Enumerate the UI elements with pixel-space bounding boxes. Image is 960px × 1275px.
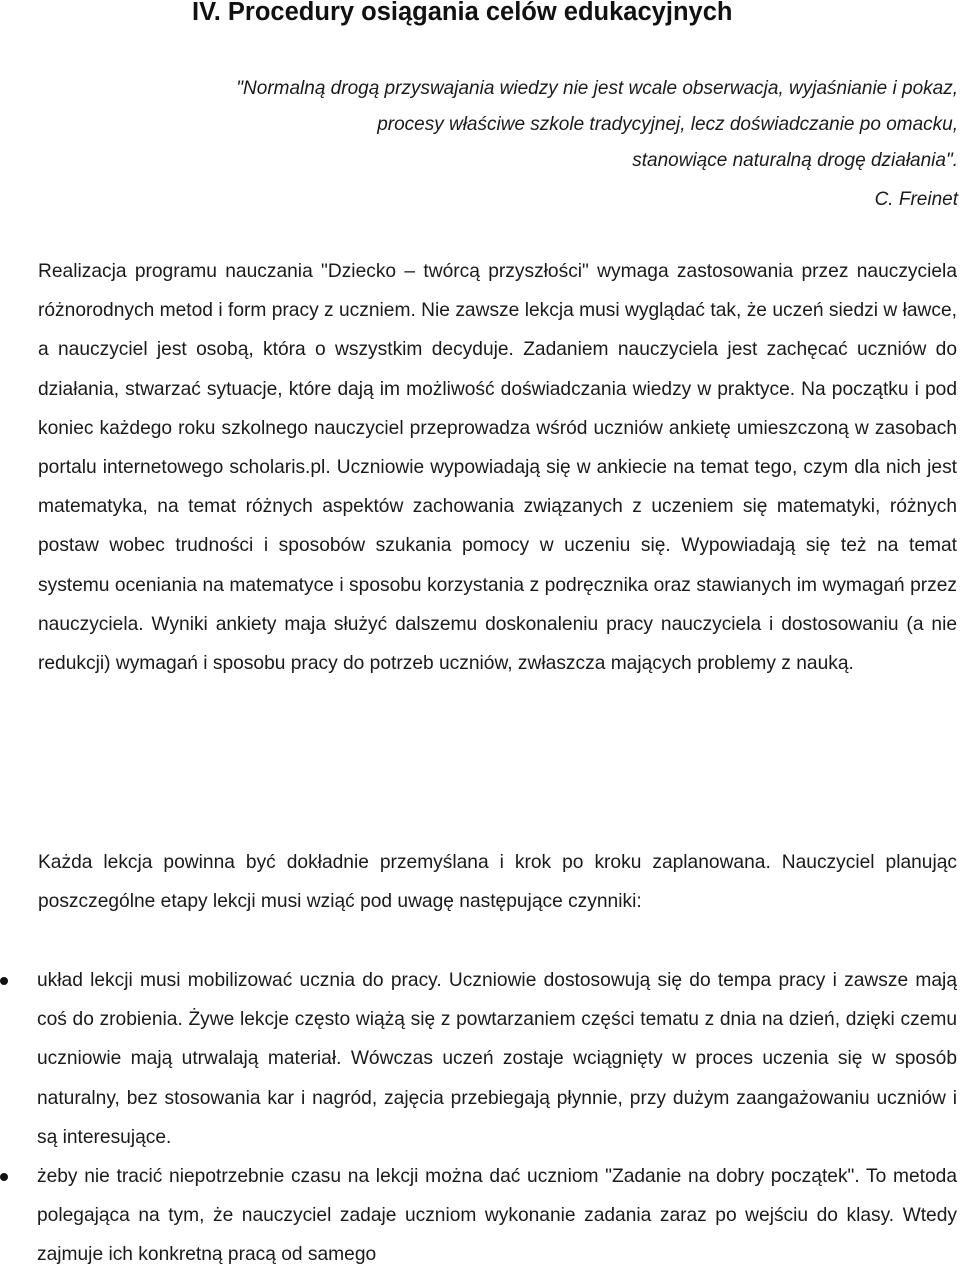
quote-author: C. Freinet	[874, 189, 958, 210]
quote-line: procesy właściwe szkole tradycyjnej, lecz doświadczanie po omacku,	[377, 114, 958, 135]
quote-line: "Normalną drogą przyswajania wiedzy nie jest wcale obserwacja, wyjaśnianie i pokaz,	[236, 78, 958, 99]
list-item	[0, 961, 957, 1157]
bullet-list	[0, 961, 960, 1275]
section-title: IV. Procedury osiągania celów edukacyjnych	[192, 0, 733, 26]
quote-line: stanowiące naturalną drogę działania".	[632, 150, 958, 171]
body-paragraph: Każda lekcja powinna być dokładnie przemyślana i krok po kroku zaplanowana. Nauczyciel planując poszczególne etapy lekcji musi wziąć pod uwagę następujące czynniki:	[38, 852, 957, 913]
body-paragraph: Realizacja programu nauczania "Dziecko – twórcą przyszłości" wymaga zastosowania przez nauczyciela różnorodnych metod i form pracy z uczniem. Nie zawsze lekcja musi wyglądać tak, że uczeń siedzi w ławce, a nauczyciel jest osobą, która o wszystkim decyduje. Zadaniem nauczyciela jest zachęcać uczniów do działania, stwarzać sytuacje, które dają im możliwość doświadczania wiedzy w praktyce. Na początku i pod koniec każdego roku szkolnego nauczyciel przeprowadza wśród uczniów ankietę umieszczoną w zasobach portalu internetowego scholaris.pl. Uczniowie wypowiadają się w ankiecie na temat tego, czym dla nich jest matematyka, na temat różnych aspektów zachowania związanych z uczeniem się matematyki, różnych postaw wobec trudności i sposobów szukania pomocy w uczeniu się. Wypowiadają się też na temat systemu oceniania na matematyce i sposobu korzystania z podręcznika oraz stawianych im wymagań przez nauczyciela. Wyniki ankiety maja służyć dalszemu doskonaleniu pracy nauczyciela i dostosowaniu (a nie redukcji) wymagań i sposobu pracy do potrzeb uczniów, zwłaszcza mających problemy z nauką.	[38, 261, 957, 675]
list-item-text: żeby nie tracić niepotrzebnie czasu na lekcji można dać uczniom "Zadanie na dobry początek". To metoda polegająca na tym, że nauczyciel zadaje uczniom wykonanie zadania zaraz po wejściu do klasy. Wtedy zajmuje ich konkretną pracą od samego	[37, 1166, 957, 1266]
epigraph-quote	[140, 72, 960, 222]
list-item	[0, 1157, 957, 1275]
list-item-text: układ lekcji musi mobilizować ucznia do pracy. Uczniowie dostosowują się do tempa pracy i zawsze mają coś do zrobienia. Żywe lekcje często wiążą się z powtarzaniem części tematu z dnia na dzień, dzięki czemu uczniowie mają utrwalają materiał. Wówczas uczeń zostaje wciągnięty w proces uczenia się w sposób naturalny, bez stosowania kar i nagród, zajęcia przebiegają płynnie, przy dużym zaangażowaniu uczniów i są interesujące.	[37, 970, 957, 1148]
bullet-icon	[0, 977, 8, 985]
bullet-icon	[0, 1173, 8, 1181]
